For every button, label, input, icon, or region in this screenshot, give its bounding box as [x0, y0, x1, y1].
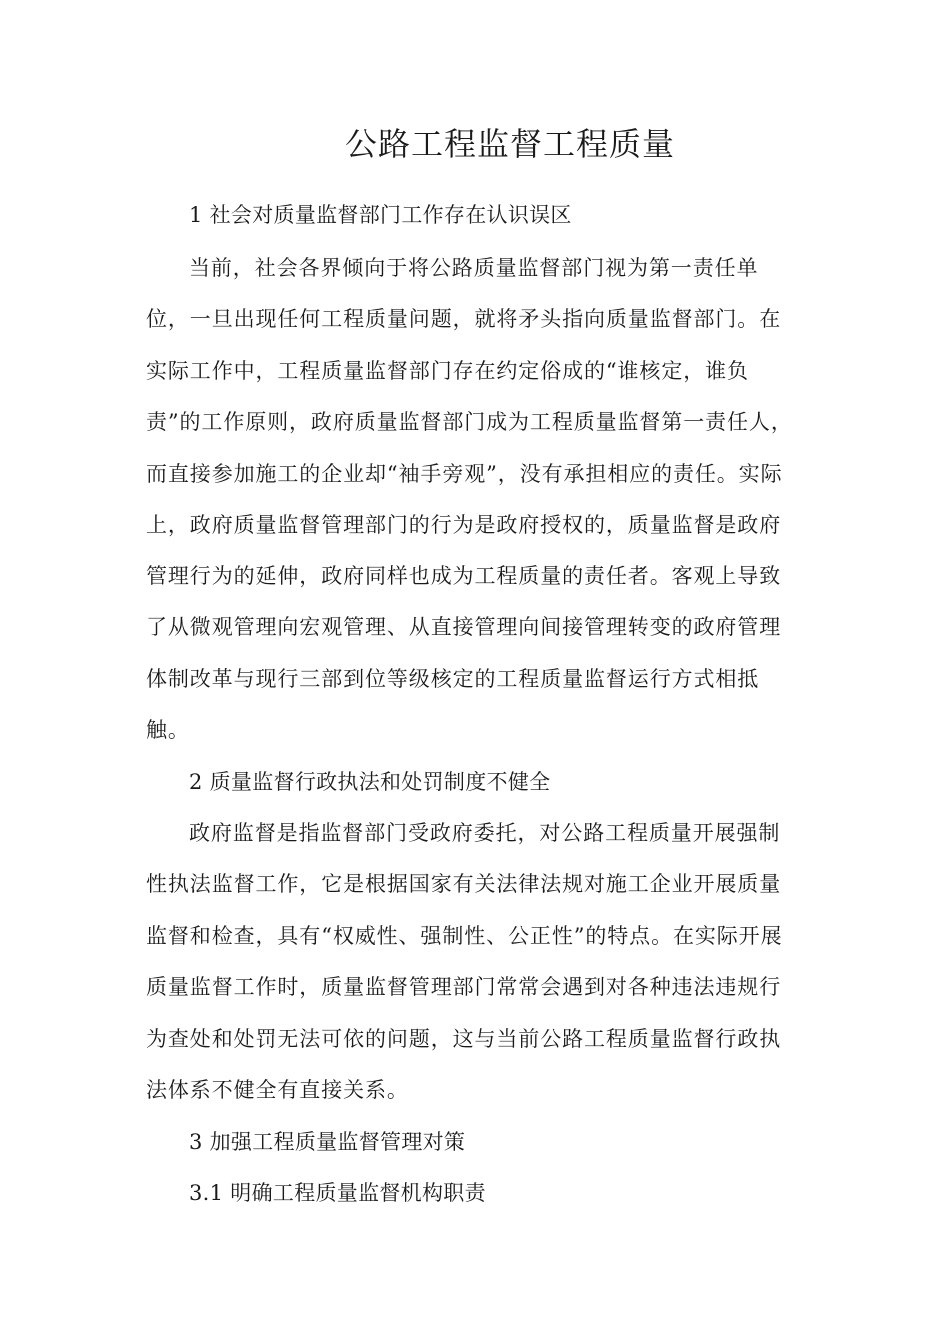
paragraph-2-line-2: 性执法监督工作，它是根据国家有关法律法规对施工企业开展质量: [146, 872, 782, 896]
paragraph-1-line-4: 责”的工作原则，政府质量监督部门成为工程质量监督第一责任人，: [146, 410, 793, 434]
paragraph-1-line-10: 触。: [146, 718, 190, 742]
paragraph-2-line-6: 法体系不健全有直接关系。: [146, 1078, 409, 1102]
paragraph-1-line-1: 当前，社会各界倾向于将公路质量监督部门视为第一责任单: [189, 256, 759, 280]
paragraph-2-line-3: 监督和检查，具有“权威性、强制性、公正性”的特点。在实际开展: [146, 924, 783, 948]
paragraph-1-line-6: 上，政府质量监督管理部门的行为是政府授权的，质量监督是政府: [146, 513, 782, 537]
paragraph-2-line-4: 质量监督工作时，质量监督管理部门常常会遇到对各种违法违规行: [146, 975, 782, 999]
paragraph-2-line-1: 政府监督是指监督部门受政府委托，对公路工程质量开展强制: [189, 821, 781, 845]
paragraph-2-line-5: 为查处和处罚无法可依的问题，这与当前公路工程质量监督行政执: [146, 1027, 782, 1051]
paragraph-1-line-9: 体制改革与现行三部到位等级核定的工程质量监督运行方式相抵: [146, 667, 760, 691]
section-heading-1: 1 社会对质量监督部门工作存在认识误区: [189, 203, 572, 227]
section-heading-2: 2 质量监督行政执法和处罚制度不健全: [189, 770, 551, 794]
section-heading-3: 3 加强工程质量监督管理对策: [189, 1130, 466, 1154]
paragraph-1-line-7: 管理行为的延伸，政府同样也成为工程质量的责任者。客观上导致: [146, 564, 782, 588]
paragraph-1-line-2: 位，一旦出现任何工程质量问题，就将矛头指向质量监督部门。在: [146, 307, 782, 331]
paragraph-1-line-5: 而直接参加施工的企业却“袖手旁观”，没有承担相应的责任。实际: [146, 462, 783, 486]
paragraph-1-line-3: 实际工作中，工程质量监督部门存在约定俗成的“谁核定，谁负: [146, 359, 749, 383]
paragraph-1-line-8: 了从微观管理向宏观管理、从直接管理向间接管理转变的政府管理: [146, 615, 782, 639]
document-title: 公路工程监督工程质量: [344, 125, 675, 163]
subsection-heading-3-1: 3.1 明确工程质量监督机构职责: [189, 1181, 486, 1205]
